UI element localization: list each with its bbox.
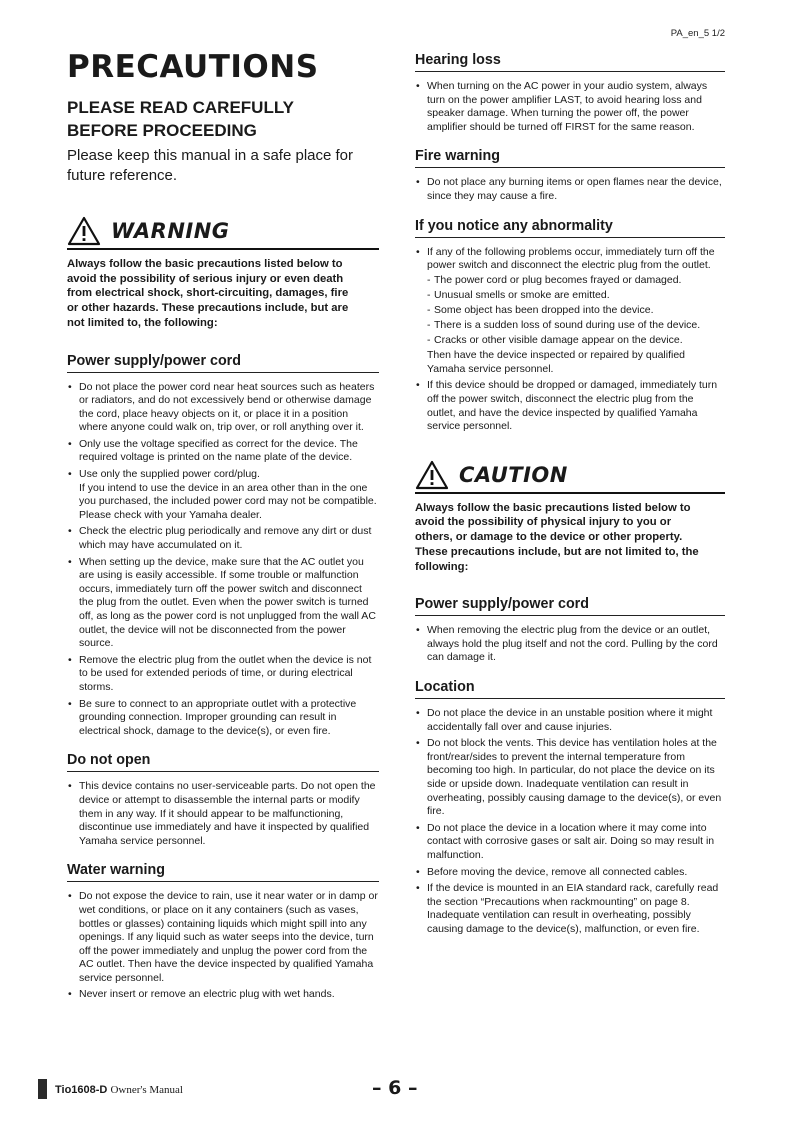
sub-list-item: - The power cord or plug becomes frayed or damaged. bbox=[427, 274, 725, 288]
section-location bbox=[415, 679, 725, 937]
list-item bbox=[415, 246, 725, 377]
warning-lead-line: avoid the possibility of serious injury or even death bbox=[67, 272, 344, 285]
footer-manual-label: Owner's Manual bbox=[110, 1084, 183, 1096]
right-column bbox=[415, 52, 725, 940]
section-caution-power-supply bbox=[415, 596, 725, 665]
section-heading: Hearing loss bbox=[415, 52, 725, 72]
list-item: • Do not place any burning items or open flames near the device, since they may cause a fire. bbox=[415, 176, 725, 203]
section-heading: If you notice any abnormality bbox=[415, 218, 725, 238]
sub-list-item: - There is a sudden loss of sound during use of the device. bbox=[427, 319, 725, 333]
list-item: • If this device should be dropped or damaged, immediately turn off the power switch, disconnect the electric plug from the outlet, and have the device inspected by qualified Yamaha service personnel. bbox=[415, 379, 725, 433]
footer-product bbox=[55, 1084, 183, 1096]
bullet-list bbox=[415, 246, 725, 434]
section-heading: Fire warning bbox=[415, 148, 725, 168]
page-title: PRECAUTIONS bbox=[67, 49, 319, 85]
list-item: • Remove the electric plug from the outlet when the device is not to be used for extended periods of time, or during electrical storms. bbox=[67, 654, 379, 695]
caution-lead bbox=[415, 501, 725, 575]
warning-triangle-icon bbox=[67, 216, 101, 246]
footer-model-name: Tio1608-D bbox=[55, 1084, 108, 1096]
warning-lead-line: Always follow the basic precautions listed below to bbox=[67, 258, 343, 270]
bullet-list bbox=[67, 890, 379, 1002]
list-item: • Check the electric plug periodically and remove any dirt or dust which may have accumulated on it. bbox=[67, 525, 379, 552]
bullet-list bbox=[415, 176, 725, 203]
caution-banner bbox=[415, 460, 725, 494]
list-item bbox=[67, 468, 379, 522]
bullet-list bbox=[415, 624, 725, 665]
list-item: • Before moving the device, remove all connected cables. bbox=[415, 866, 725, 880]
list-item: • When removing the electric plug from the device or an outlet, always hold the plug itself and not the cord. Pulling by the cord can damage it. bbox=[415, 624, 725, 665]
bullet-list bbox=[415, 80, 725, 134]
list-item: • Do not place the power cord near heat sources such as heaters or radiators, and do not excessively bend or otherwise damage the cord, place heavy objects on it, or place it in a position where anyone could walk on, trip over, or roll anything over it. bbox=[67, 381, 379, 435]
sub-list-item: - Cracks or other visible damage appear on the device. bbox=[427, 334, 725, 348]
caution-lead-line: others, or damage to the device or other property. bbox=[415, 531, 683, 544]
warning-lead-line: from electrical shock, short-circuiting, damages, fire bbox=[67, 287, 349, 300]
sub-list-item: - Some object has been dropped into the device. bbox=[427, 304, 725, 318]
list-item: • Never insert or remove an electric plug with wet hands. bbox=[67, 988, 379, 1002]
intro-line-1: Please keep this manual in a safe place for bbox=[67, 147, 354, 164]
warning-lead-line: not limited to, the following: bbox=[67, 316, 218, 329]
intro-line-2: future reference. bbox=[67, 167, 178, 184]
caution-lead-line: Always follow the basic precautions listed below to bbox=[415, 501, 691, 514]
bullet-list bbox=[67, 381, 379, 739]
page-footer bbox=[38, 1079, 728, 1099]
list-item: • Do not place the device in a location where it may come into contact with corrosive gases or salt air. Doing so may result in malfunction. bbox=[415, 822, 725, 863]
intro-text bbox=[67, 146, 379, 186]
section-hearing-loss bbox=[415, 52, 725, 134]
left-column bbox=[67, 48, 379, 1005]
subtitle-line-1: PLEASE READ CAREFULLY bbox=[67, 98, 295, 117]
section-heading: Power supply/power cord bbox=[67, 353, 379, 373]
caution-lead-line: These precautions include, but are not limited to, the bbox=[415, 545, 699, 558]
section-abnormality bbox=[415, 218, 725, 434]
sub-list bbox=[427, 274, 725, 348]
section-water-warning bbox=[67, 862, 379, 1002]
bullet-list bbox=[415, 707, 725, 937]
list-item-text: If any of the following problems occur, immediately turn off the power switch and disconnect the electric plug from the outlet. bbox=[427, 245, 715, 272]
sub-list-item: - Unusual smells or smoke are emitted. bbox=[427, 289, 725, 303]
list-item: • Do not block the vents. This device has ventilation holes at the front/rear/sides to prevent the internal temperature from becoming too high. In particular, do not place the device on its side or upside down. Inadequate ventilation can result in overheating, possibly causing damage to the device(s), or even fire. bbox=[415, 737, 725, 819]
list-item: • Be sure to connect to an appropriate outlet with a protective grounding connection. Improper grounding can result in electrical shock, damage to the device(s), or even fire. bbox=[67, 698, 379, 739]
warning-banner bbox=[67, 216, 379, 250]
section-heading: Power supply/power cord bbox=[415, 596, 725, 616]
list-item-extra: Then have the device inspected or repaired by qualified Yamaha service personnel. bbox=[427, 349, 685, 375]
section-heading: Location bbox=[415, 679, 725, 699]
list-item: • Do not expose the device to rain, use it near water or in damp or wet conditions, or place on it any containers (such as vases, bottles or glasses) containing liquids which might spill into any openings. If any liquid such as water seeps into the device, turn off the power immediately and unplug the power cord from the AC outlet. Then have the device inspected by qualified Yamaha service personnel. bbox=[67, 890, 379, 985]
list-item-extra: If you intend to use the device in an area other than in the one you purchased, the included power cord may not be compatible. Please check with your Yamaha dealer. bbox=[79, 481, 377, 521]
document-id: PA_en_5 1/2 bbox=[670, 28, 725, 39]
list-item: • This device contains no user-serviceable parts. Do not open the device or attempt to disassemble the internal parts or modify them in any way. If it should appear to be malfunctioning, discontinue use immediately and have it inspected by qualified Yamaha service personnel. bbox=[67, 780, 379, 848]
section-heading: Water warning bbox=[67, 862, 379, 882]
section-do-not-open bbox=[67, 752, 379, 848]
bullet-list bbox=[67, 780, 379, 848]
list-item: • Only use the voltage specified as correct for the device. The required voltage is printed on the name plate of the device. bbox=[67, 438, 379, 465]
warning-lead-line: or other hazards. These precautions include, but are bbox=[67, 302, 349, 315]
list-item: • When setting up the device, make sure that the AC outlet you are using is easily accessible. If some trouble or malfunction occurs, immediately turn off the power switch and disconnect the plug from the outlet. Even when the power switch is turned off, as long as the power cord is not unplugged from the wall AC outlet, the device will not be disconnected from the power source. bbox=[67, 556, 379, 651]
list-item-text: Use only the supplied power cord/plug. bbox=[79, 468, 260, 481]
page-number: – 6 – bbox=[372, 1077, 418, 1099]
warning-lead bbox=[67, 257, 379, 331]
caution-lead-line: following: bbox=[415, 560, 469, 573]
caution-label: CAUTION bbox=[459, 462, 568, 487]
footer-bar-mark bbox=[38, 1079, 47, 1099]
warning-label: WARNING bbox=[111, 219, 230, 243]
section-power-supply bbox=[67, 353, 379, 739]
caution-lead-line: avoid the possibility of physical injury to you or bbox=[415, 516, 672, 529]
list-item: • Do not place the device in an unstable position where it might accidentally fall over and cause injuries. bbox=[415, 707, 725, 734]
caution-triangle-icon bbox=[415, 460, 449, 490]
section-heading: Do not open bbox=[67, 752, 379, 772]
section-fire-warning bbox=[415, 148, 725, 203]
subtitle-line-2: BEFORE PROCEEDING bbox=[67, 121, 257, 140]
list-item: • When turning on the AC power in your audio system, always turn on the power amplifier LAST, to avoid hearing loss and speaker damage. When turning the power off, the power amplifier should be turned off FIRST for the same reason. bbox=[415, 80, 725, 134]
list-item: • If the device is mounted in an EIA standard rack, carefully read the section “Precautions when rackmounting” on page 8. Inadequate ventilation can result in overheating, possibly causing damage to the device(s), malfunction, or even fire. bbox=[415, 882, 725, 936]
